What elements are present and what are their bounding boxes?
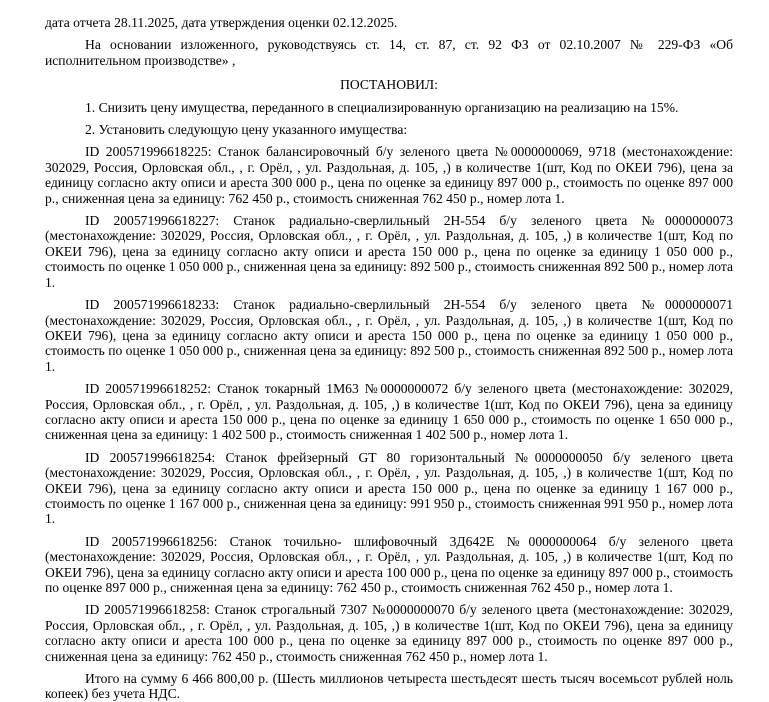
decision-heading: ПОСТАНОВИЛ: (340, 77, 438, 93)
point-2: 2. Установить следующую цену указанного имущества: (85, 122, 408, 138)
report-date-line: дата отчета 28.11.2025, дата утверждения оценки 02.12.2025. (45, 15, 398, 30)
property-item: ID 200571996618256: Станок точильно- шлифовочный 3Д642Е №0000000064 б/у зеленого цвета (местонахождение: 302029, Россия, Орловская обл., , г. Орёл, , ул. Раздольная, д. 105, ,) в количестве 1(шт, Код по ОКЕИ 796), цена за единицу согласно акту описи и ареста 100 000 р., цена по оценке за единицу 897 000 р., стоимость по оценке 897 000 р., сниженная цена за единицу: 762 450 р., стоимость сниженная 762 450 р., номер лота 1. (45, 533, 733, 595)
basis-paragraph: На основании изложенного, руководствуясь ст. 14, ст. 87, ст. 92 ФЗ от 02.10.2007 № 229-ФЗ «Об исполнительном производстве» , (45, 37, 733, 68)
property-item: ID 200571996618254: Станок фрейзерный GT 80 горизонтальный №0000000050 б/у зеленого цвета (местонахождение: 302029, Россия, Орловская обл., , г. Орёл, , ул. Раздольная, д. 105, ,) в количестве 1(шт, Код по ОКЕИ 796), цена за единицу согласно акту описи и ареста 150 000 р., цена по оценке за единицу 1 167 000 р., стоимость по оценке 1 167 000 р., сниженная цена за единицу: 991 950 р., стоимость сниженная 991 950 р., номер лота 1. (45, 449, 733, 527)
point-1: 1. Снизить цену имущества, переданного в специализированную организацию на реализацию на 15%. (85, 99, 679, 115)
property-item: ID 200571996618225: Станок балансировочный б/у зеленого цвета №0000000069, 9718 (местонахождение: 302029, Россия, Орловская обл., , г. Орёл, , ул. Раздольная, д. 105, ,) в количестве 1(шт, Код по ОКЕИ 796), цена за единицу согласно акту описи и ареста 300 000 р., цена по оценке за единицу 897 000 р., стоимость по оценке 897 000 р., сниженная цена за единицу: 762 450 р., стоимость сниженная 762 450 р., номер лота 1. (45, 144, 733, 206)
property-item: ID 200571996618252: Станок токарный 1М63 №0000000072 б/у зеленого цвета (местонахождение: 302029, Россия, Орловская обл., , г. Орёл, , ул. Раздольная, д. 105, ,) в количестве 1(шт, Код по ОКЕИ 796), цена за единицу согласно акту описи и ареста 150 000 р., цена по оценке за единицу 1 650 000 р., стоимость по оценке 1 650 000 р., сниженная цена за единицу: 1 402 500 р., стоимость сниженная 1 402 500 р., номер лота 1. (45, 381, 733, 443)
property-item: ID 200571996618233: Станок радиально-сверлильный 2Н-554 б/у зеленого цвета №0000000071 (местонахождение: 302029, Россия, Орловская обл., , г. Орёл, , ул. Раздольная, д. 105, ,) в количестве 1(шт, Код по ОКЕИ 796), цена за единицу согласно акту описи и ареста 150 000 р., цена по оценке за единицу 1 050 000 р., стоимость по оценке 1 050 000 р., сниженная цена за единицу: 892 500 р., стоимость сниженная 892 500 р., номер лота 1. (45, 297, 733, 374)
document-page (45, 15, 733, 702)
property-item: ID 200571996618258: Станок строгальный 7307 №0000000070 б/у зеленого цвета (местонахождение: 302029, Россия, Орловская обл., , г. Орёл, , ул. Раздольная, д. 105, ,) в количестве 1(шт, Код по ОКЕИ 796), цена за единицу согласно акту описи и ареста 100 000 р., цена по оценке за единицу 897 000 р., стоимость по оценке 897 000 р., сниженная цена за единицу: 762 450 р., стоимость сниженная 762 450 р., номер лота 1. (45, 602, 733, 664)
property-item: ID 200571996618227: Станок радиально-сверлильный 2Н-554 б/у зеленого цвета №0000000073 (местонахождение: 302029, Россия, Орловская обл., , г. Орёл, , ул. Раздольная, д. 105, ,) в количестве 1(шт, Код по ОКЕИ 796), цена за единицу согласно акту описи и ареста 150 000 р., цена по оценке за единицу 1 050 000 р., стоимость по оценке 1 050 000 р., сниженная цена за единицу: 892 500 р., стоимость сниженная 892 500 р., номер лота 1. (45, 213, 733, 290)
total-amount: Итого на сумму 6 466 800,00 р. (Шесть миллионов четыреста шестьдесят шесть тысяч восемьсот рублей ноль копеек) без учета НДС. (45, 671, 733, 702)
